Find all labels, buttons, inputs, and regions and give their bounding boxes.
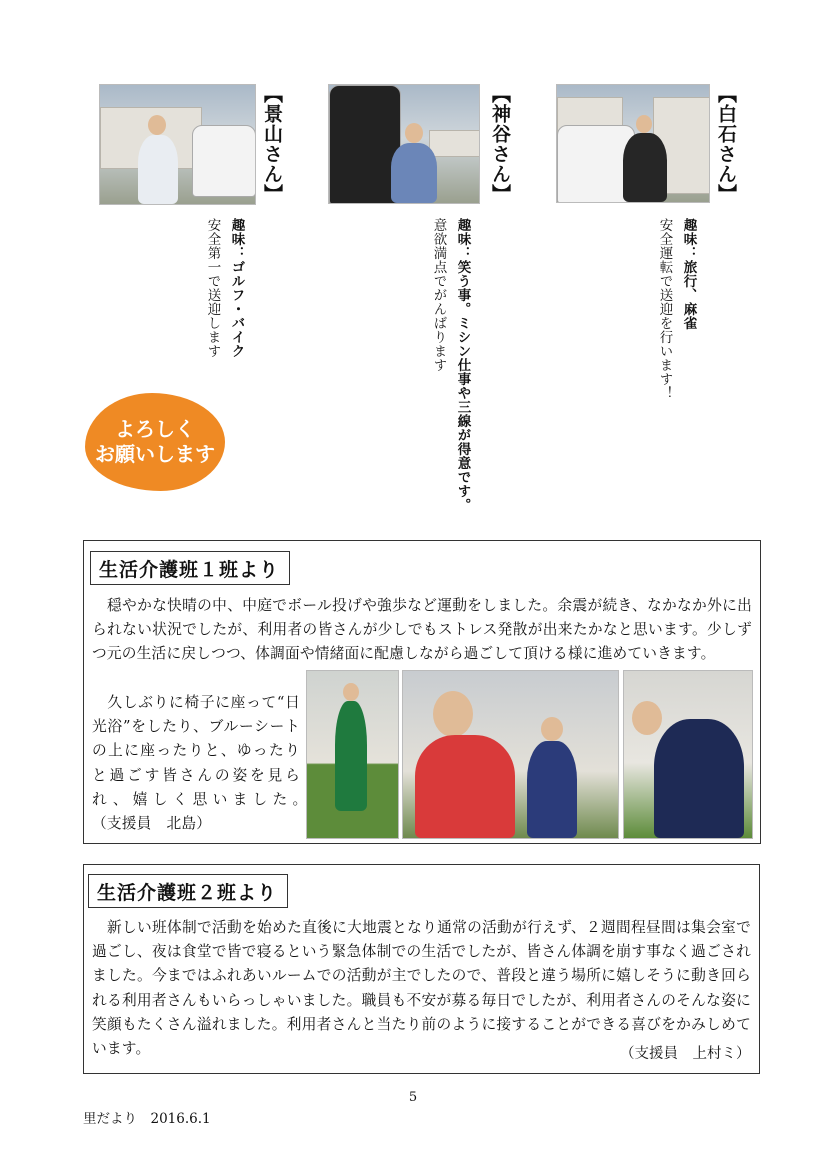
footer-issue: 里だより 2016.6.1: [83, 1111, 211, 1127]
staff-name-kamiya: 【神谷さん】: [489, 84, 511, 204]
staff-photo-kageyama: [99, 84, 256, 205]
staff-hobby-kamiya: 趣味：笑う事。ミシン仕事や三線が得意です。: [454, 218, 471, 512]
section2-signature: （支援員 上村ミ）: [620, 1046, 751, 1062]
section2-paragraph: 新しい班体制で活動を始めた直後に大地震となり通常の活動が行えず、２週間程昼間は集会室で過ごし、夜は食堂で皆で寝るという緊急体制での生活でしたが、皆さん体調を崩す事なく過ごされました。今まではふれあいルームでの活動が主でしたので、普段と違う場所に嬉しそうに動き回られる利用者さんもいらっしゃいました。職員も不安が募る毎日でしたが、利用者さんのそんな姿に笑顔もたくさん溢れました。利用者さんと当たり前のように接することができる喜びをかみしめています。: [92, 919, 751, 1058]
section1-title: 生活介護班１班より: [90, 551, 290, 585]
staff-name-kageyama: 【景山さん】: [261, 84, 283, 204]
staff-photo-kamiya: [328, 84, 480, 204]
staff-name-shiraishi: 【白石さん】: [715, 84, 737, 204]
section1-paragraph-1: 穏やかな快晴の中、中庭でボール投げや強歩など運動をしました。余震が続き、なかなか外に出られない状況でしたが、利用者の皆さんが少しでもストレス発散が出来たかなと思います。少しずつ元の生活に戻しつつ、体調面や情緒面に配慮しながら過ごして頂ける様に進めていきます。: [92, 597, 752, 663]
staff-comment-kageyama: 安全第一で送迎します: [204, 218, 221, 358]
staff-comment-shiraishi: 安全運転で送迎を行います！: [656, 218, 673, 400]
section2-title: 生活介護班２班より: [88, 874, 288, 908]
staff-photo-shiraishi: [556, 84, 710, 203]
staff-hobby-kageyama: 趣味：ゴルフ・バイク: [228, 218, 245, 358]
greeting-stamp: [85, 393, 225, 491]
greeting-line-2: お願いします: [95, 442, 215, 466]
section1-photo-ball-throw: [306, 670, 399, 839]
section1-paragraph-2: 久しぶりに椅子に座って“日光浴”をしたり、ブルーシートの上に座ったりと、ゆったりと過ごす皆さんの姿を見られ、嬉しく思いました。 （支援員 北島）: [92, 694, 300, 833]
staff-hobby-shiraishi: 趣味：旅行、麻雀: [680, 218, 697, 330]
section1-photo-bench: [623, 670, 753, 839]
staff-comment-kamiya: 意欲満点でがんばります: [430, 218, 447, 372]
section1-photo-sunbathing: [402, 670, 619, 839]
page-number: 5: [408, 1090, 418, 1105]
greeting-line-1: よろしく: [115, 417, 195, 441]
